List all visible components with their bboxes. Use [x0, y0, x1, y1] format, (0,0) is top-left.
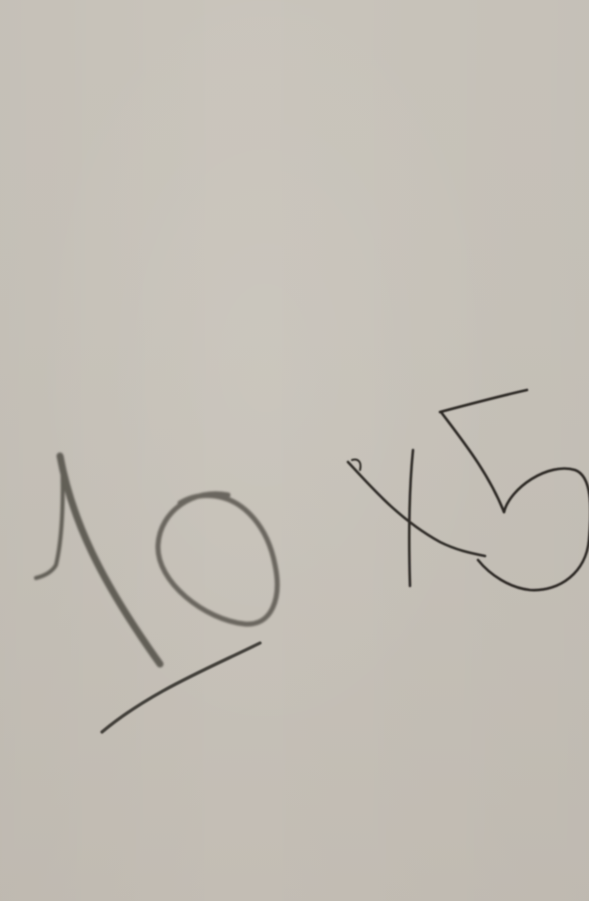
- underline-mark: [102, 643, 260, 732]
- multiply-sign-mark: [348, 450, 485, 586]
- digit-one-mark: [36, 456, 160, 664]
- digit-zero-mark: [158, 494, 277, 624]
- digit-five-mark: [440, 390, 589, 590]
